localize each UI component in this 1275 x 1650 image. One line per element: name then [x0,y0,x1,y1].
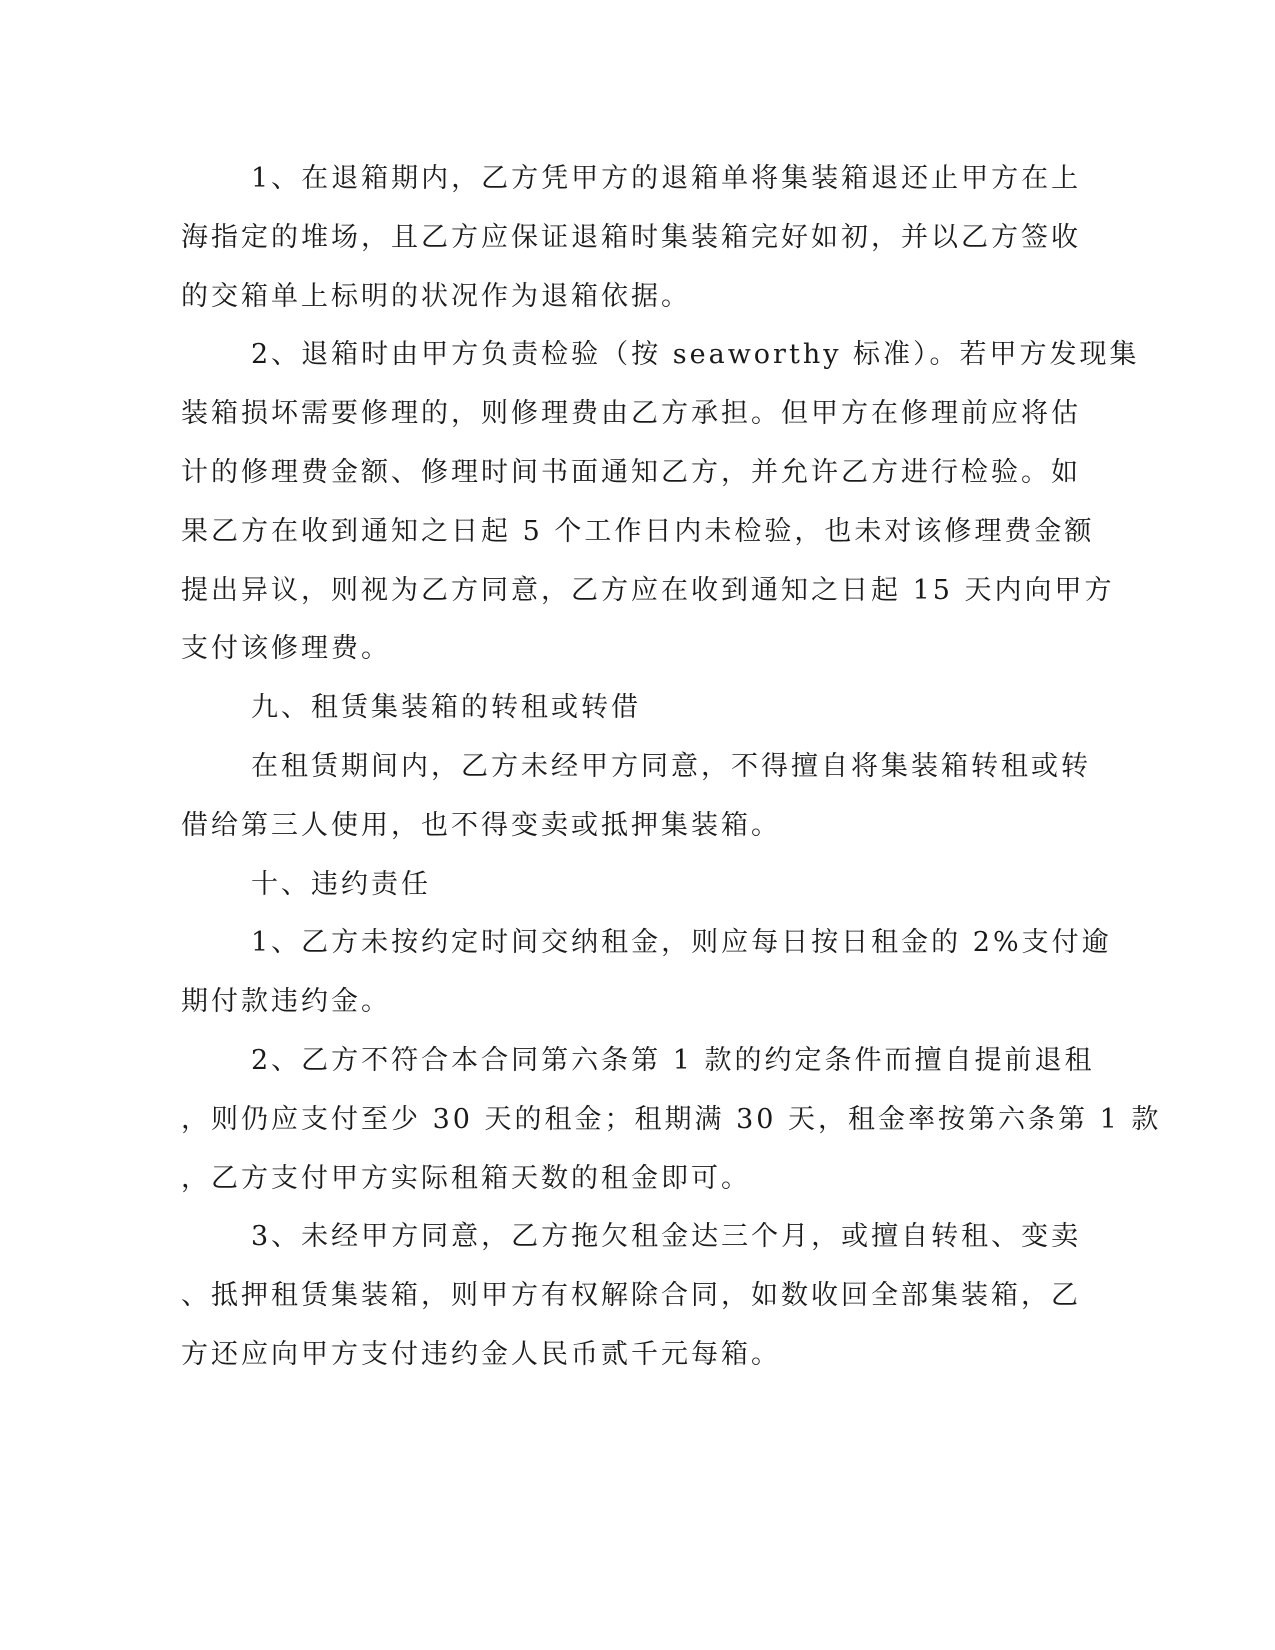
text-line: ，则仍应支付至少 30 天的租金；租期满 30 天，租金率按第六条第 1 款 [181,1103,1162,1135]
text-line: 支付该修理费。 [181,633,391,665]
document-body [181,150,1162,1385]
text-line: 提出异议，则视为乙方同意，乙方应在收到通知之日起 15 天内向甲方 [181,574,1115,606]
section-heading: 十、违约责任 [251,868,431,900]
text-line: 的交箱单上标明的状况作为退箱依据。 [181,280,691,312]
text-line: 期付款违约金。 [181,986,391,1018]
text-line: 1、在退箱期内，乙方凭甲方的退箱单将集装箱退还止甲方在上 [251,163,1082,194]
text-line: 借给第三人使用，也不得变卖或抵押集装箱。 [181,809,781,841]
text-line: 2、乙方不符合本合同第六条第 1 款的约定条件而擅自提前退租 [251,1044,1095,1076]
text-line: 装箱损坏需要修理的，则修理费由乙方承担。但甲方在修理前应将估 [181,398,1081,430]
text-line: 、抵押租赁集装箱，则甲方有权解除合同，如数收回全部集装箱，乙 [181,1280,1081,1312]
text-line: ，乙方支付甲方实际租箱天数的租金即可。 [181,1162,751,1194]
text-line: 在租赁期间内，乙方未经甲方同意，不得擅自将集装箱转租或转 [251,750,1091,782]
section-heading: 九、租赁集装箱的转租或转借 [251,692,641,724]
text-line: 3、未经甲方同意，乙方拖欠租金达三个月，或擅自转租、变卖 [251,1221,1082,1253]
text-line: 2、退箱时由甲方负责检验（按 seaworthy 标准）。若甲方发现集 [251,339,1140,371]
text-line: 果乙方在收到通知之日起 5 个工作日内未检验，也未对该修理费金额 [181,515,1095,547]
text-line: 方还应向甲方支付违约金人民币贰千元每箱。 [181,1338,781,1370]
text-line: 1、乙方未按约定时间交纳租金，则应每日按日租金的 2%支付逾 [251,927,1112,959]
text-line: 计的修理费金额、修理时间书面通知乙方，并允许乙方进行检验。如 [181,456,1081,488]
text-line: 海指定的堆场，且乙方应保证退箱时集装箱完好如初，并以乙方签收 [181,221,1081,253]
